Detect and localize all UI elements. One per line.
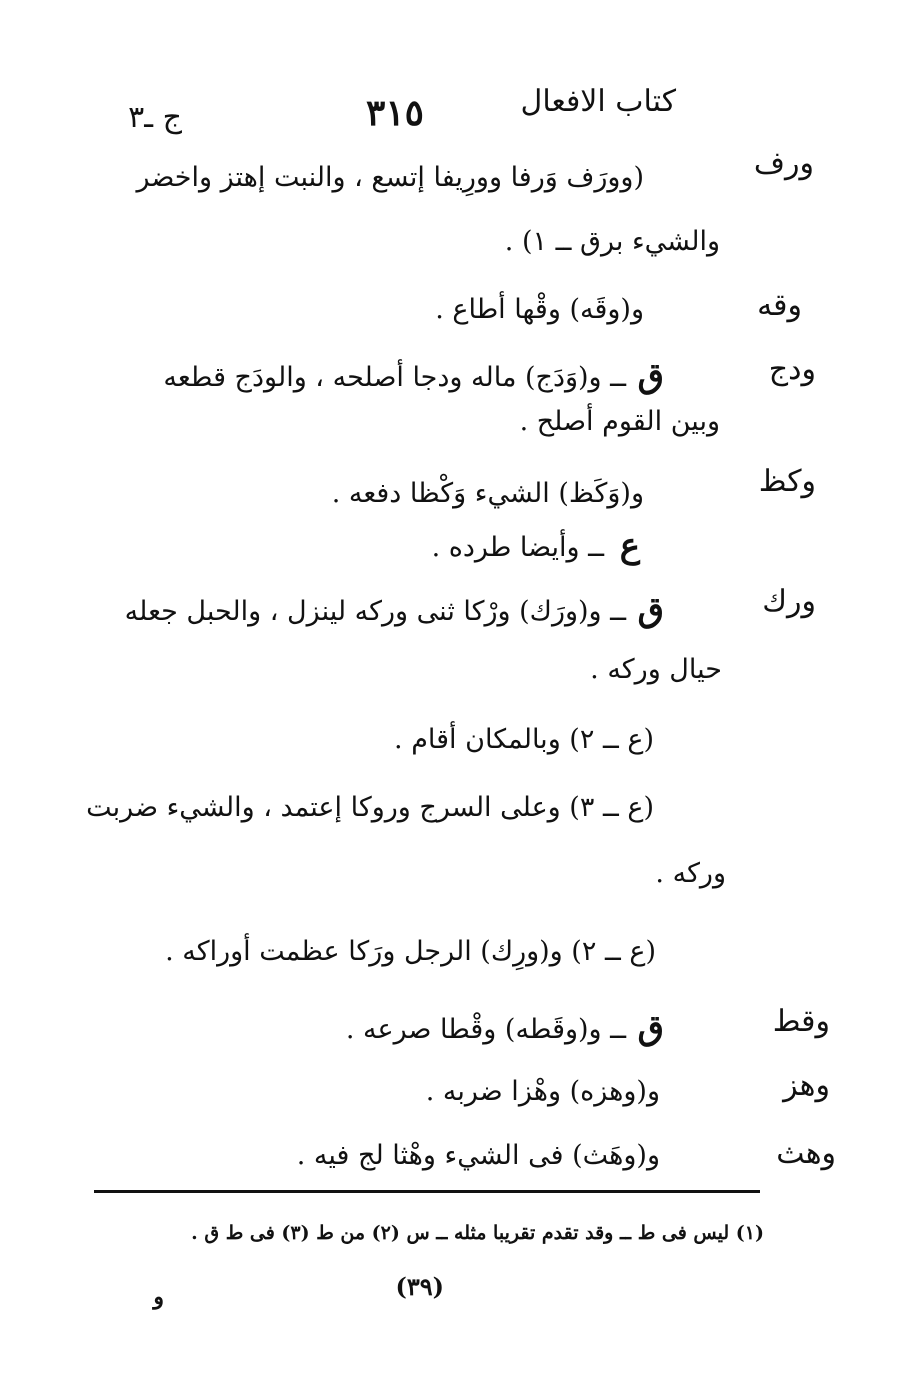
entry-line: والشيء برق ــ ١) . — [504, 226, 720, 257]
footnote: (١) ليس فى ط ــ وقد تقدم تقريبا مثله ــ س (٢) من ط (٣) فى ط ق . — [191, 1222, 764, 1244]
entry-root: ودج — [768, 352, 816, 387]
entry-root: وقط — [772, 1004, 830, 1039]
source-marker: ق — [637, 356, 664, 396]
source-marker: ق — [637, 1008, 664, 1048]
entry-line: ــ و(ورَك) ورْكا ثنى وركه لينزل ، والحبل جعله — [124, 596, 626, 627]
entry-root: وهز — [783, 1068, 830, 1103]
catchword: و — [153, 1284, 164, 1310]
entry-line: ــ و(وَدَج) ماله ودجا أصلحه ، والودَج قطعه — [163, 362, 626, 393]
entry-root: وقه — [757, 288, 802, 323]
entry-line: و(وقَه) وقْها أطاع . — [435, 294, 644, 325]
entry-line: ــ وأيضا طرده . — [431, 532, 604, 563]
entry-root: وكظ — [758, 464, 816, 499]
entry-line: حيال وركه . — [590, 654, 722, 685]
page-number: ٣١٥ — [365, 92, 424, 134]
entry-line: وبين القوم أصلح . — [519, 406, 720, 437]
entry-line: ــ و(وقَطه) وقْطا صرعه . — [345, 1014, 626, 1045]
entry-line: (ع ــ ٢) وبالمكان أقام . — [394, 724, 654, 755]
entry-line: (وورَف وَرفا وورِيفا إتسع ، والنبت إهتز واخضر — [136, 162, 644, 193]
entry-root: ورك — [762, 584, 816, 619]
signature-mark: (٣٩) — [395, 1272, 444, 1301]
entry-line: (ع ــ ٣) وعلى السرج وروكا إعتمد ، والشيء ضربت — [86, 792, 654, 823]
entry-line: وركه . — [655, 858, 726, 889]
entry-root: ورف — [753, 146, 814, 181]
volume-number: ج ـ٣ — [128, 100, 182, 135]
source-marker: ع — [619, 526, 640, 566]
entry-root: وهث — [776, 1136, 836, 1171]
source-marker: ق — [637, 590, 664, 630]
footnote-divider — [94, 1190, 760, 1193]
entry-line: و(وهَث) فى الشيء وهْثا لج فيه . — [296, 1140, 660, 1171]
entry-line: و(وَكَظ) الشيء وَكْظا دفعه . — [331, 478, 644, 509]
book-title: كتاب الافعال — [520, 84, 676, 119]
entry-line: (ع ــ ٢) و(ورِك) الرجل ورَكا عظمت أوراكه . — [165, 936, 656, 967]
entry-line: و(وهزه) وهْزا ضربه . — [425, 1076, 660, 1107]
